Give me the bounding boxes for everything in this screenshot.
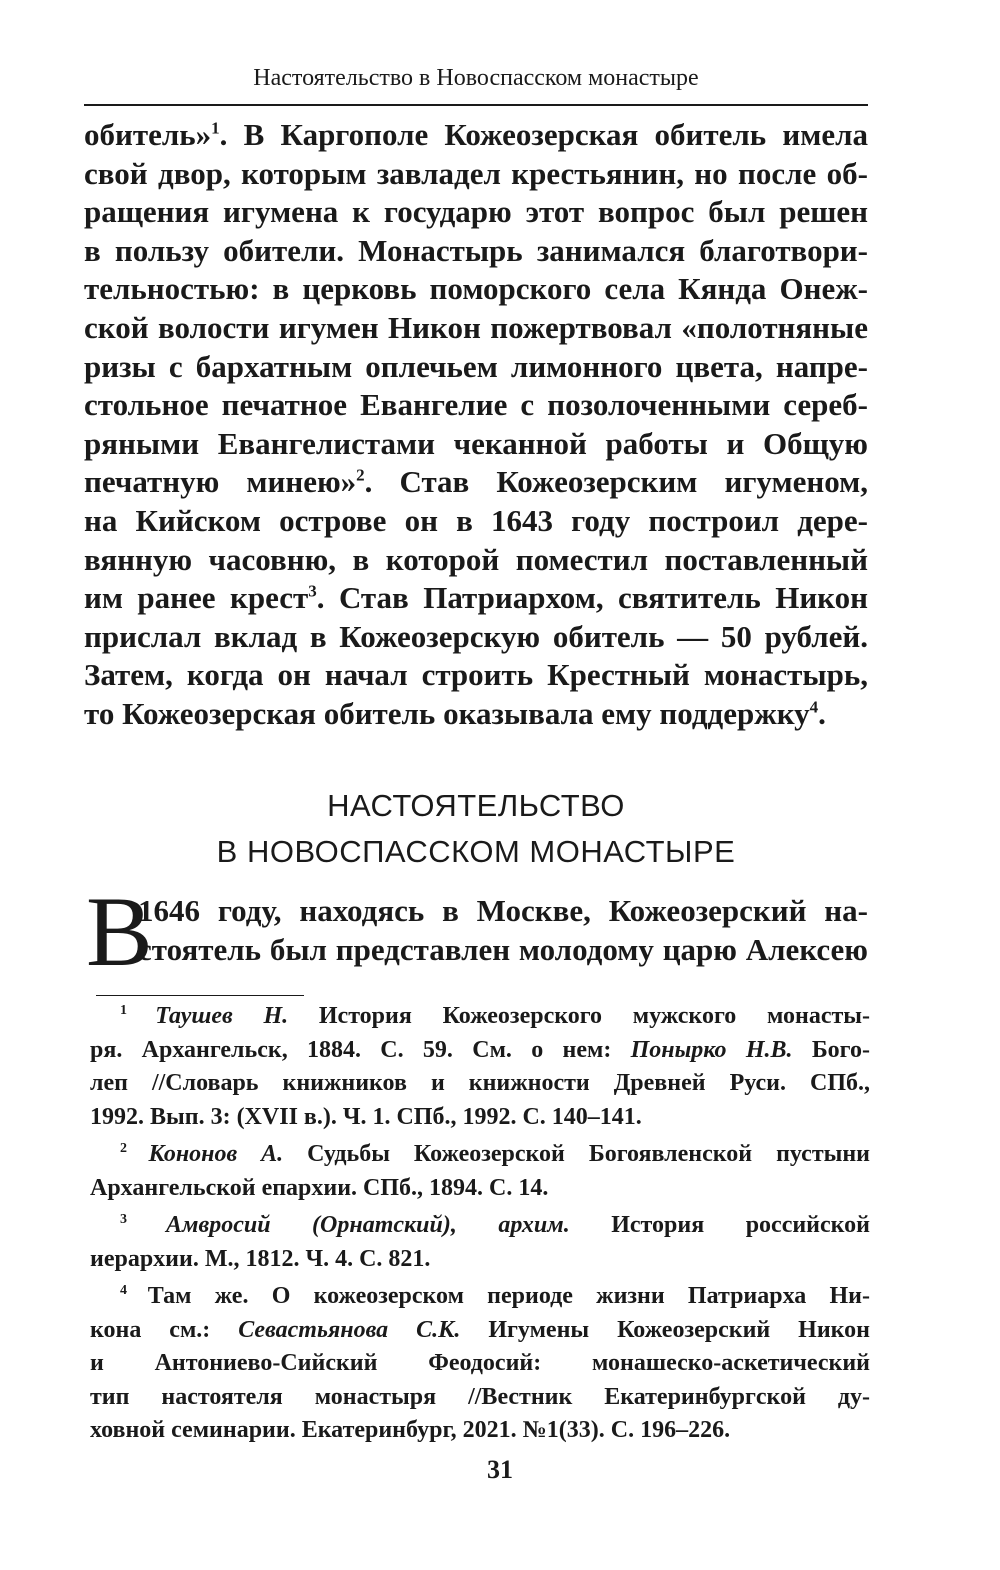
author-name: Таушев Н. (155, 1003, 289, 1029)
footnote-mark: 2 (120, 1141, 149, 1156)
footnotes (90, 1000, 870, 1452)
author-name: Понырко Н.В. (630, 1036, 793, 1063)
footnote-line: $^3$ Амвросий (Орнатский), архим. История российской (120, 1212, 870, 1238)
footnote-line: $^1$ Таушев Н. История Кожеозерского мужского монасты- (120, 1003, 870, 1029)
body-text (84, 116, 868, 734)
footnote-line: и Антониево-Сийский Феодосий: монашеско-аскетический (90, 1350, 870, 1376)
body-line: Затем, когда он начал строить Крестный монастырь, (84, 657, 868, 693)
footnote-line: ховной семинарии. Екатеринбург, 2021. №1(33). С. 196–226. (90, 1417, 731, 1443)
footnote-ref[interactable]: 2 (356, 466, 365, 486)
footnote-line: Архангельской епархии. СПб., 1894. С. 14. (90, 1174, 549, 1201)
footnote-rule (96, 995, 304, 996)
footnote-line: иерархии. М., 1812. Ч. 4. С. 821. (90, 1245, 431, 1272)
author-name: Севастьянова С.К. (238, 1316, 461, 1343)
chapter-title-line2: В НОВОСПАССКОМ МОНАСТЫРЕ (216, 834, 736, 869)
footnote-line: леп //Словарь книжников и книжности Древней Руси. СПб., (90, 1070, 870, 1096)
body-line: ряными Евангелистами чеканной работы и Общую (84, 425, 868, 461)
footnote-ref[interactable]: 1 (211, 118, 220, 138)
footnote-mark: 3 (120, 1212, 167, 1227)
footnote (90, 1209, 870, 1276)
chapter-text-line1: 1646 году, находясь в Москве, Кожеозерский на- (138, 893, 868, 928)
body-line: на Кийском острове он в 1643 году построил дере- (84, 502, 868, 538)
footnote-line: $^4$ Там же. О кожеозерском периоде жизни Патриарха Ни- (120, 1283, 870, 1309)
footnote-mark: 1 (120, 1003, 156, 1018)
body-line: то Кожеозерская обитель оказывала ему поддержку$^4$. (84, 695, 826, 731)
author-name: Кононов А. (148, 1141, 284, 1167)
body-line: ращения игумена к государю этот вопрос был решен (84, 194, 868, 230)
footnote-line: 1992. Вып. 3: (XVII в.). Ч. 1. СПб., 1992. С. 140–141. (90, 1103, 642, 1130)
body-line: им ранее крест$^3$. Став Патриархом, святитель Никон (84, 580, 868, 616)
footnote-line: тип настоятеля монастыря //Вестник Екатеринбургской ду- (90, 1383, 870, 1410)
page-number: 31 (487, 1455, 513, 1484)
body-line: вянную часовню, в которой поместил поставленный (84, 541, 868, 577)
running-head: Настоятельство в Новоспасском монастыре (253, 65, 699, 91)
footnote (90, 1280, 870, 1448)
footnote-ref[interactable]: 3 (308, 581, 317, 601)
chapter-text-line2: стоятель был представлен молодому царю Алексею (138, 932, 868, 967)
body-line: свой двор, которым завладел крестьянин, но после об- (84, 155, 868, 191)
author-name: Амвросий (Орнатский), архим. (166, 1212, 570, 1238)
header-rule (84, 104, 868, 106)
footnote-line: кона см.: Севастьянова С.К. Игумены Кожеозерский Никон (90, 1316, 870, 1343)
body-line: в пользу обители. Монастырь занимался благотвори- (84, 232, 868, 268)
footnote-ref[interactable]: 4 (809, 697, 819, 717)
body-line: тельностью: в церковь поморского села Кянда Онеж- (84, 271, 868, 307)
body-line: прислал вклад в Кожеозерскую обитель — 50 рублей. (84, 618, 868, 654)
chapter-title-line1: НАСТОЯТЕЛЬСТВО (327, 788, 625, 823)
body-line: печатную минею»$^2$. Став Кожеозерским игуменом, (84, 464, 868, 500)
drop-cap: В (86, 876, 153, 987)
body-line: ской волости игумен Никон пожертвовал «полотняные (84, 309, 868, 345)
footnote (90, 1138, 870, 1205)
footnote-line: $^2$ Кононов А. Судьбы Кожеозерской Богоявленской пустыни (120, 1141, 870, 1167)
body-line: стольное печатное Евангелие с позолоченными сереб- (84, 387, 868, 423)
footnote (90, 1000, 870, 1134)
body-line: обитель»$^1$. В Каргополе Кожеозерская обитель имела (84, 117, 868, 152)
footnote-line: ря. Архангельск, 1884. С. 59. См. о нем: Понырко Н.В. Бого- (90, 1036, 870, 1063)
body-line: ризы с бархатным оплечьем лимонного цвета, напре- (84, 348, 868, 384)
footnote-mark: 4 (120, 1283, 148, 1298)
